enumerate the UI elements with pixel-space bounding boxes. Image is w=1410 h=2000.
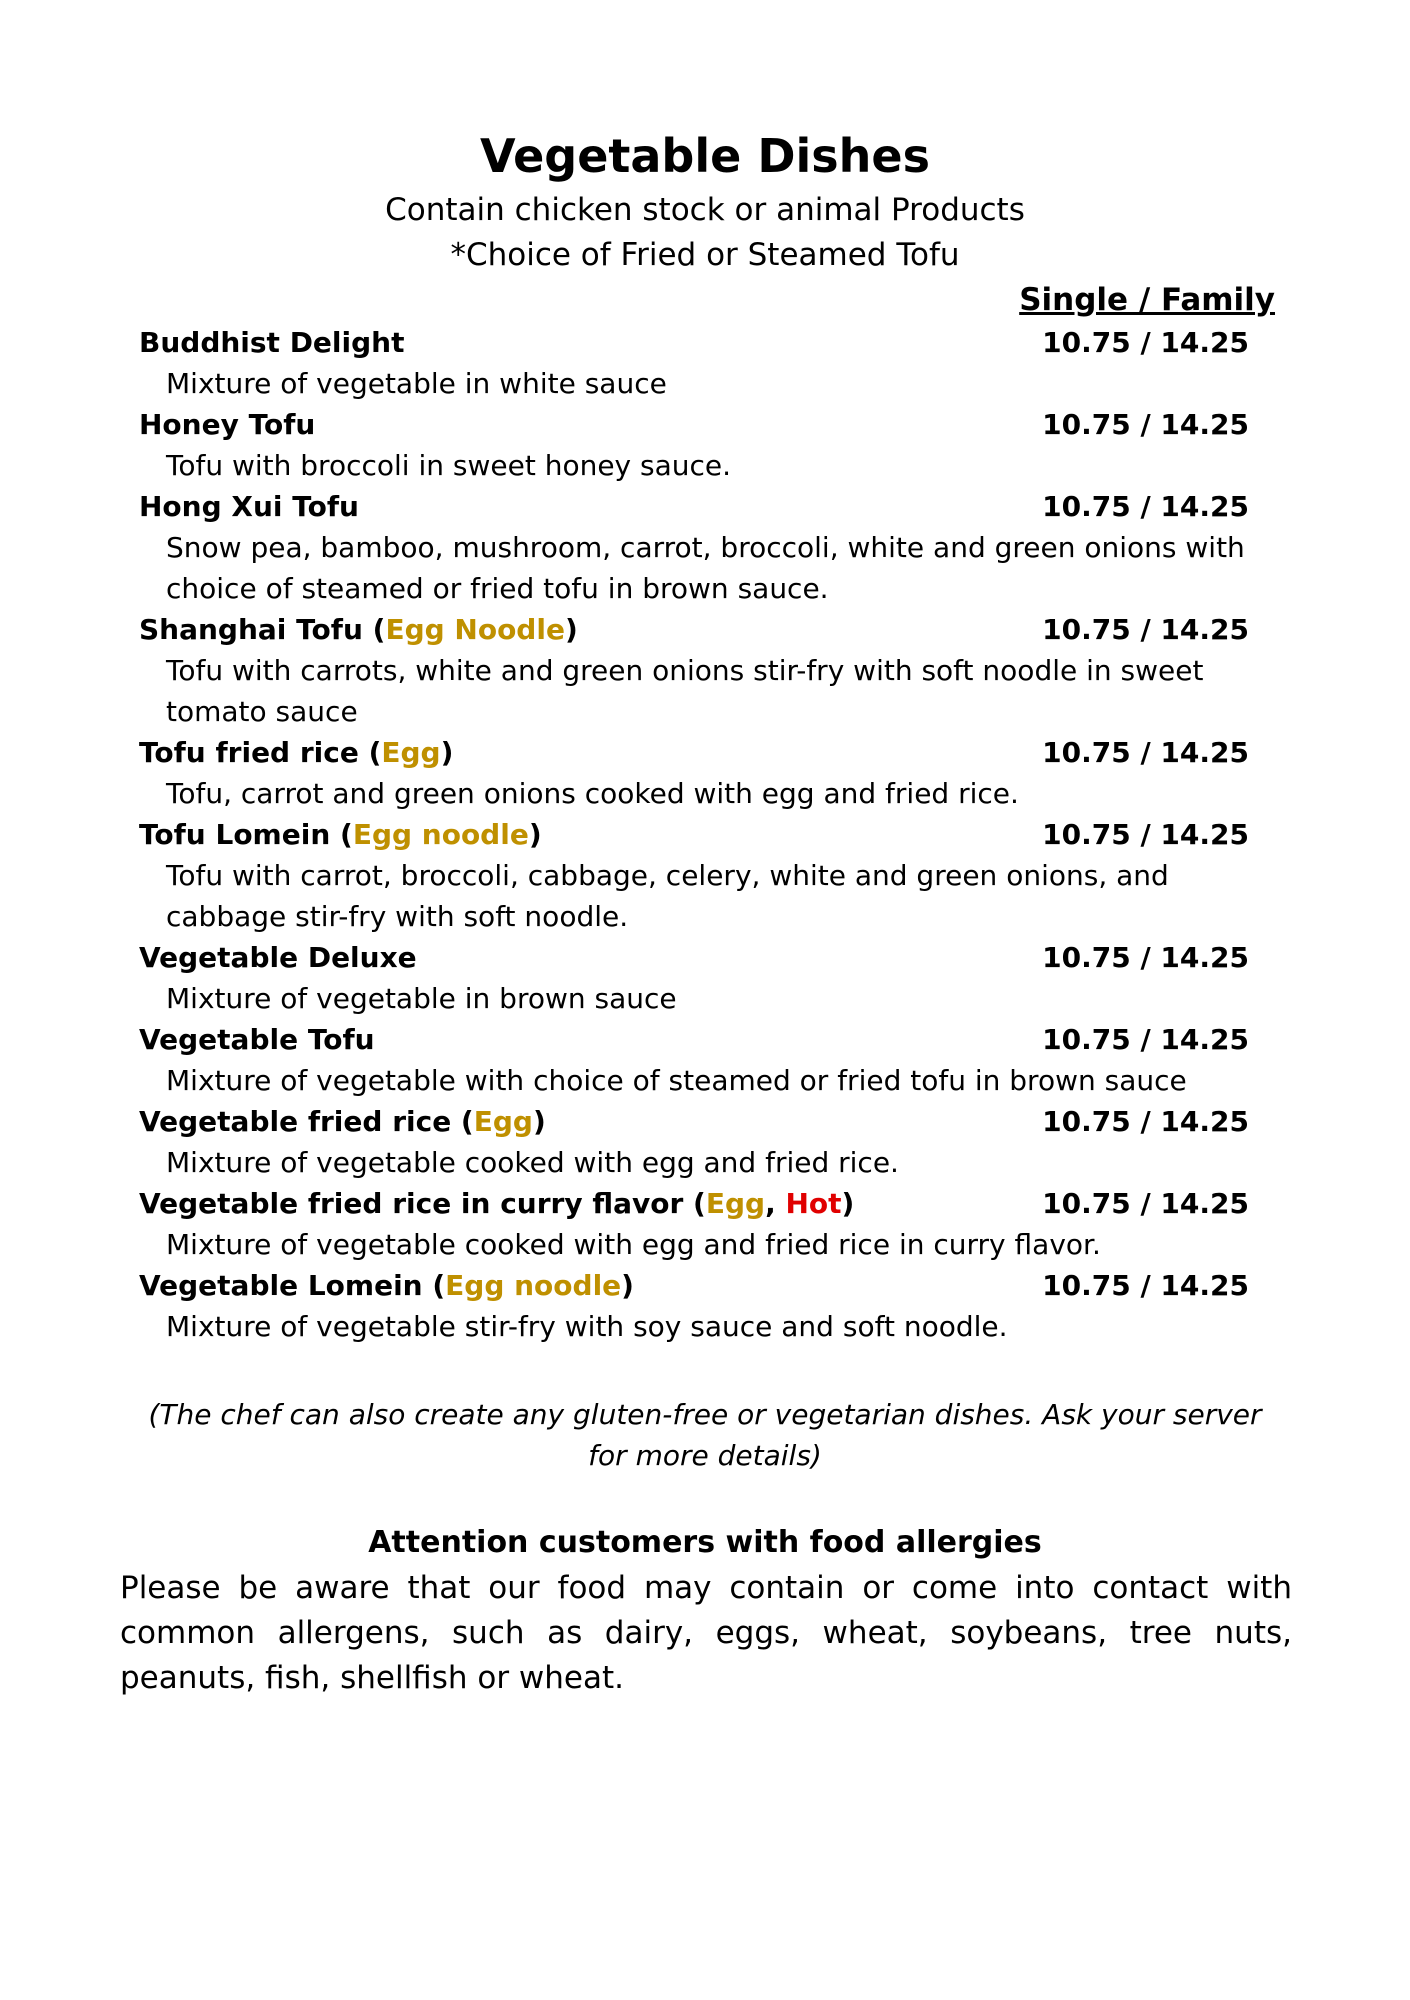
menu-item-title: Tofu fried rice <box>139 736 359 769</box>
page-title: Vegetable Dishes <box>479 129 930 183</box>
menu-item-description: Tofu with carrots, white and green onions stir-fry with soft noodle in sweet tomato sauce <box>166 654 1204 728</box>
menu-item-name <box>139 937 417 978</box>
menu-item-description: Tofu with broccoli in sweet honey sauce. <box>166 449 732 482</box>
menu-item-list <box>139 322 1255 1347</box>
menu-item-header <box>139 486 1255 527</box>
menu-item-price: 10.75 / 14.25 <box>1042 818 1249 851</box>
menu-item-header <box>139 1265 1255 1306</box>
menu-item-name: Vegetable Lomein (Egg noodle) <box>139 1269 634 1302</box>
menu-item-name <box>139 404 315 445</box>
menu-item-name: Vegetable fried rice in curry flavor (Egg, Hot) <box>139 1187 855 1220</box>
menu-item <box>139 1265 1255 1347</box>
menu-item-description: Mixture of vegetable in brown sauce <box>166 982 677 1015</box>
menu-item-header <box>139 609 1255 650</box>
menu-item-header <box>139 732 1255 773</box>
menu-item-tag: Hot <box>785 1187 842 1220</box>
menu-item-description: Tofu with carrot, broccoli, cabbage, celery, white and green onions, and cabbage stir-fry with soft noodle. <box>166 859 1169 933</box>
menu-item-tag: Egg noodle <box>445 1269 622 1302</box>
menu-item <box>139 1183 1255 1265</box>
menu-item <box>139 486 1255 609</box>
menu-item-header <box>139 1019 1255 1060</box>
menu-item-name: Tofu Lomein (Egg noodle) <box>139 818 542 851</box>
menu-item-price: 10.75 / 14.25 <box>1042 490 1249 523</box>
menu-item-description: Mixture of vegetable in white sauce <box>166 367 667 400</box>
allergy-heading: Attention customers with food allergies <box>368 1525 1042 1560</box>
menu-item-header <box>139 404 1255 445</box>
menu-item-price: 10.75 / 14.25 <box>1042 1023 1249 1056</box>
menu-item <box>139 732 1255 814</box>
menu-item-title: Vegetable fried rice in curry flavor <box>139 1187 684 1220</box>
allergy-notice: Please be aware that our food may contain or come into contact with common allergens, such as dairy, eggs, wheat, soybeans, tree nuts, peanuts, fish, shellfish or wheat. <box>120 1570 1292 1696</box>
subtitle-tofu-choice: *Choice of Fried or Steamed Tofu <box>450 237 960 273</box>
subtitle-stock-notice: Contain chicken stock or animal Products <box>385 192 1025 228</box>
menu-item-title: Vegetable fried rice <box>139 1105 452 1138</box>
menu-item-price: 10.75 / 14.25 <box>1042 613 1249 646</box>
menu-item-title: Honey Tofu <box>139 408 316 441</box>
menu-item-title: Buddhist Delight <box>139 326 405 359</box>
menu-item-description: Mixture of vegetable cooked with egg and fried rice. <box>166 1146 899 1179</box>
price-column-header: Single / Family <box>1019 282 1275 318</box>
menu-item <box>139 404 1255 486</box>
menu-item-tag: Egg <box>705 1187 766 1220</box>
menu-item-name: Vegetable fried rice (Egg) <box>139 1105 546 1138</box>
menu-item-tag: Egg <box>473 1105 533 1138</box>
menu-item-title: Vegetable Deluxe <box>139 941 417 974</box>
menu-item-price: 10.75 / 14.25 <box>1042 1105 1249 1138</box>
menu-item <box>139 322 1255 404</box>
menu-item-description: Mixture of vegetable stir-fry with soy sauce and soft noodle. <box>166 1310 1008 1343</box>
chef-note: (The chef can also create any gluten-free or vegetarian dishes. Ask your server for more details) <box>148 1398 1262 1472</box>
menu-item-tag: Egg <box>381 736 441 769</box>
menu-item-header <box>139 322 1255 363</box>
menu-item-name <box>139 1019 375 1060</box>
menu-item <box>139 609 1255 732</box>
menu-item-title: Vegetable Lomein <box>139 1269 423 1302</box>
menu-item-header <box>139 814 1255 855</box>
menu-item-title: Shanghai Tofu <box>139 613 363 646</box>
menu-item-title: Vegetable Tofu <box>139 1023 375 1056</box>
menu-item-header <box>139 1101 1255 1142</box>
menu-item-price: 10.75 / 14.25 <box>1042 408 1249 441</box>
menu-item-price: 10.75 / 14.25 <box>1042 736 1249 769</box>
menu-item-description: Tofu, carrot and green onions cooked with egg and fried rice. <box>166 777 1019 810</box>
menu-item-price: 10.75 / 14.25 <box>1042 1187 1249 1220</box>
menu-item-description: Snow pea, bamboo, mushroom, carrot, broccoli, white and green onions with choice of steamed or fried tofu in brown sauce. <box>166 531 1245 605</box>
menu-item-title: Hong Xui Tofu <box>139 490 359 523</box>
menu-item <box>139 814 1255 937</box>
menu-item <box>139 1101 1255 1183</box>
menu-item <box>139 1019 1255 1101</box>
menu-item-title: Tofu Lomein <box>139 818 331 851</box>
menu-item-tag: Egg noodle <box>352 818 529 851</box>
menu-item-name <box>139 322 404 363</box>
menu-item-header <box>139 937 1255 978</box>
menu-item-tag: Egg Noodle <box>385 613 565 646</box>
menu-item-name: Tofu fried rice (Egg) <box>139 736 454 769</box>
menu-item-price: 10.75 / 14.25 <box>1042 326 1249 359</box>
menu-item-price: 10.75 / 14.25 <box>1042 1269 1249 1302</box>
menu-item-name: Shanghai Tofu (Egg Noodle) <box>139 613 578 646</box>
menu-item-name <box>139 486 359 527</box>
menu-item-header <box>139 1183 1255 1224</box>
menu-item <box>139 937 1255 1019</box>
menu-item-price: 10.75 / 14.25 <box>1042 941 1249 974</box>
menu-item-description: Mixture of vegetable with choice of steamed or fried tofu in brown sauce <box>166 1064 1187 1097</box>
menu-item-description: Mixture of vegetable cooked with egg and fried rice in curry flavor. <box>166 1228 1101 1261</box>
